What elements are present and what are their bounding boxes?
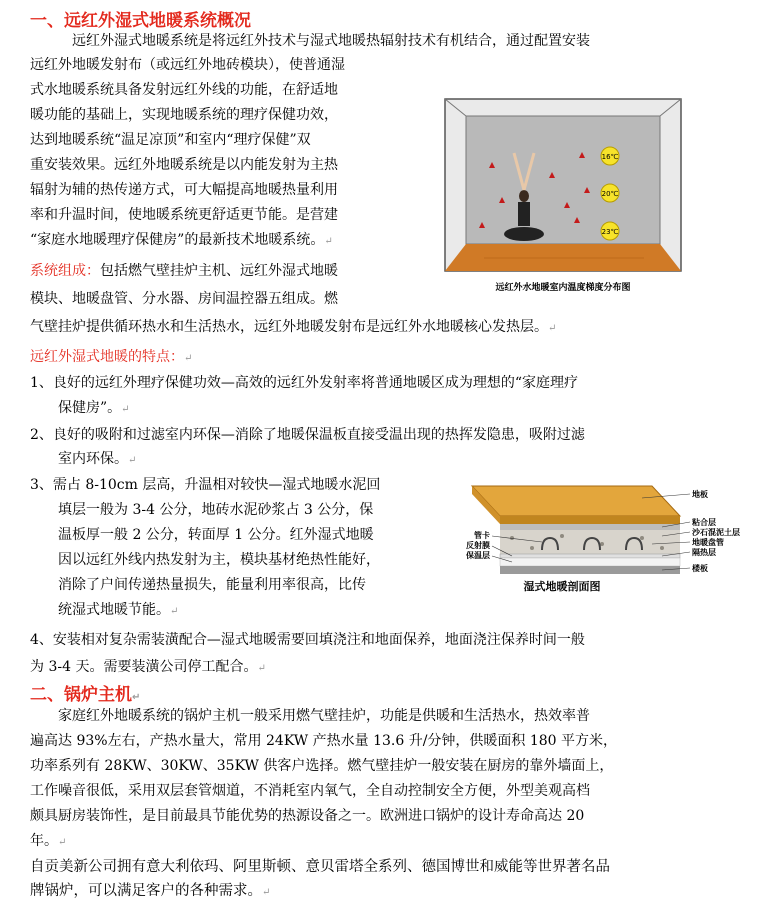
- closing-line-2: 牌锅炉，可以满足客户的各种需求。↵: [30, 883, 271, 899]
- layer-label-adhesive: 粘合层: [692, 518, 716, 527]
- features-title: 远红外湿式地暖的特点：↵: [30, 349, 193, 365]
- figure2-caption: 湿式地暖剖面图: [523, 580, 601, 593]
- intro-line-4: 暖功能的基础上，实现地暖系统的理疗保健功效，: [30, 107, 338, 123]
- feature-2-line-1: 2、良好的吸附和过滤室内环保—消除了地暖保温板直接受温出现的热挥发隐患，吸附过滤: [30, 427, 585, 443]
- intro-line-3: 式水地暖系统具备发射远红外线的功能，在舒适地: [30, 82, 338, 98]
- composition-line-1: 系统组成：包括燃气壁挂炉主机、远红外湿式地暖: [30, 263, 338, 279]
- layer-label-clip: 管卡: [474, 531, 490, 540]
- intro-line-8: 率和升温时间，使地暖系统更舒适更节能。是营建: [30, 207, 338, 223]
- layer-label-concrete: 沙石混泥土层: [692, 528, 740, 537]
- feature-1-line-1: 1、良好的远红外理疗保健功效—高效的远红外发射率将普通地暖区成为理想的“家庭理疗: [30, 375, 579, 391]
- boiler-line-2: 遍高达 93%左右，产热水量大，常用 24KW 产热水量 13.6 升/分钟，供暖面积 180 平方米，: [30, 733, 618, 749]
- feature-4-line-2: 为 3-4 天。需要装潢公司停工配合。↵: [30, 659, 266, 675]
- feature-3-line-5: 消除了户间传递热量损失，能量利用率很高，比传: [58, 577, 366, 593]
- feature-3-line-4: 因以远红外线内热发射为主，模块基材绝热性能好，: [58, 552, 380, 568]
- composition-line-3: 气壁挂炉提供循环热水和生活热水，远红外地暖发射布是远红外水地暖核心发热层。↵: [30, 319, 557, 335]
- section1-heading: 一、远红外湿式地暖系统概况: [30, 11, 251, 31]
- temp-label-middle: 20℃: [601, 190, 619, 198]
- boiler-line-5: 颇具厨房装饰性，是目前最具节能优势的热源设备之一。欧洲进口锅炉的设计寿命高达 20: [30, 808, 585, 824]
- floor-section-figure: [452, 478, 740, 600]
- intro-line-9: “家庭水地暖理疗保健房”的最新技术地暖系统。↵: [30, 232, 333, 248]
- feature-4-line-1: 4、安装相对复杂需装潢配合—湿式地暖需要回填浇注和地面保养，地面浇注保养时间一般: [30, 632, 585, 648]
- boiler-line-3: 功率系列有 28KW、30KW、35KW 供客户选择。燃气壁挂炉一般安装在厨房的靠外墙面上，: [30, 758, 614, 774]
- paragraph-mark: ↵: [324, 236, 333, 247]
- closing-line-1: 自贡美新公司拥有意大利依玛、阿里斯顿、意贝雷塔全系列、德国博世和威能等世界著名品: [30, 859, 610, 875]
- layer-label-slab: 楼板: [692, 564, 708, 573]
- feature-3-line-3: 温板厚一般 2 公分，转面厚 1 公分。红外湿式地暖: [58, 527, 374, 543]
- boiler-line-6: 年。↵: [30, 833, 67, 849]
- layer-label-pipe: 地暖盘管: [692, 538, 724, 547]
- layer-label-insulation: 隔热层: [692, 548, 716, 557]
- feature-1-line-2: 保健房”。↵: [58, 400, 130, 416]
- intro-line-7: 辐射为辅的热传递方式，可大幅提高地暖热量利用: [30, 182, 338, 198]
- feature-2-line-2: 室内环保。↵: [58, 451, 137, 467]
- composition-label: 系统组成：: [30, 263, 100, 279]
- section2-heading: 二、锅炉主机↵: [30, 685, 141, 705]
- composition-line-2: 模块、地暖盘管、分水器、房间温控器五组成。燃: [30, 291, 338, 307]
- intro-line-5: 达到地暖系统“温足凉顶”和室内“理疗保健”双: [30, 132, 311, 148]
- temp-label-top: 16℃: [601, 153, 619, 161]
- figure1-caption: 远红外水地暖室内温度梯度分布图: [495, 283, 631, 293]
- boiler-line-4: 工作噪音很低，采用双层套管烟道，不消耗室内氧气，全自动控制安全方便，外型美观高档: [30, 783, 590, 799]
- layer-label-floorboard: 地板: [692, 490, 708, 499]
- boiler-line-1: 家庭红外地暖系统的锅炉主机一般采用燃气壁挂炉，功能是供暖和生活热水，热效率普: [58, 708, 590, 724]
- layer-label-heat-preservation: 保温层: [466, 551, 490, 560]
- intro-line-6: 重安装效果。远红外地暖系统是以内能发射为主热: [30, 157, 338, 173]
- intro-line-2: 远红外地暖发射布（或远红外地砖模块），使普通湿: [30, 57, 345, 73]
- layer-label-reflective: 反射膜: [466, 541, 490, 550]
- feature-3-line-6: 统湿式地暖节能。↵: [58, 602, 179, 618]
- feature-3-line-2: 填层一般为 3-4 公分，地砖水泥砂浆占 3 公分，保: [58, 502, 374, 518]
- room-temperature-figure: [444, 98, 682, 298]
- intro-line-1: 远红外湿式地暖系统是将远红外技术与湿式地暖热辐射技术有机结合，通过配置安装: [72, 33, 590, 49]
- temp-label-bottom: 23℃: [601, 228, 619, 236]
- feature-3-line-1: 3、需占 8-10cm 层高，升温相对较快—湿式地暖水泥回: [30, 477, 381, 493]
